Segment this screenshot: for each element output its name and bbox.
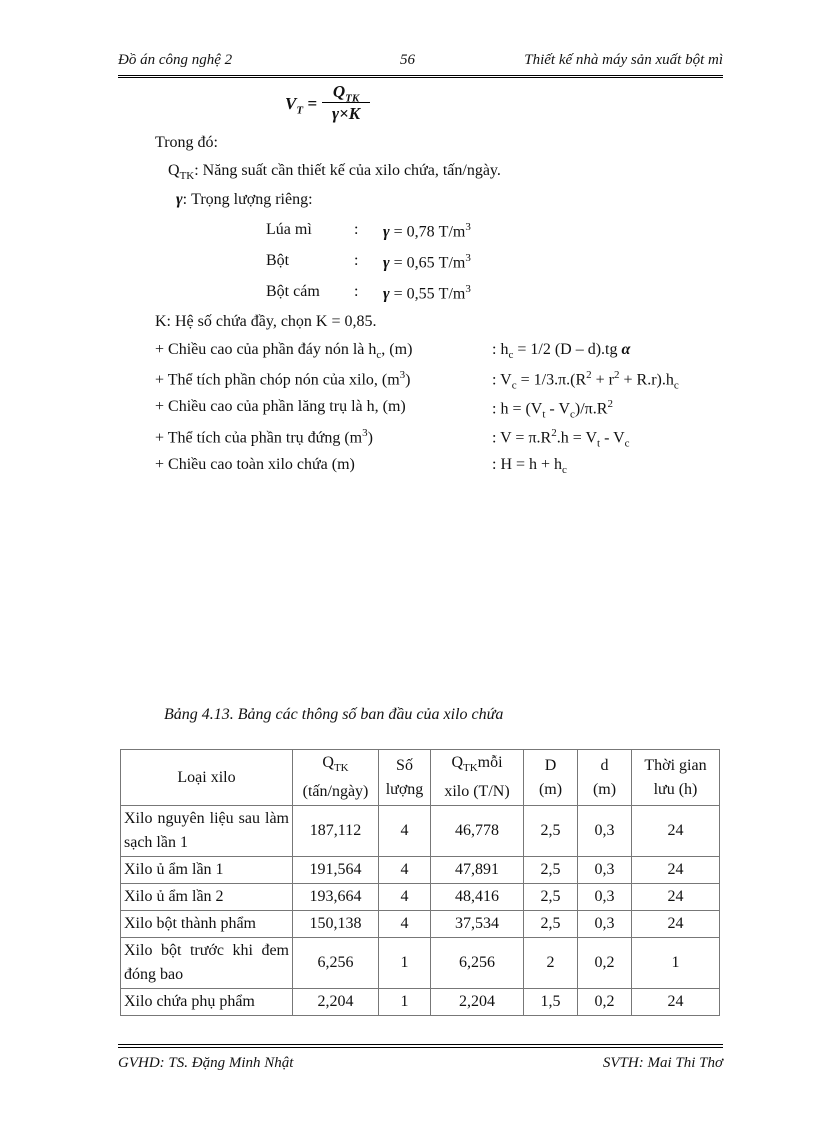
cell-silo-name: Xilo chứa phụ phẩm <box>121 989 293 1016</box>
cell-big-diameter: 2,5 <box>524 911 578 938</box>
formula-label-total-height: + Chiều cao toàn xilo chứa (m) <box>155 456 355 473</box>
cell-big-diameter: 2 <box>524 938 578 989</box>
cell-storage-time: 1 <box>632 938 720 989</box>
density-value: γ = 0,65 $T/m^3$ <box>383 252 471 272</box>
formula-label-prism-height: + Chiều cao của phần lăng trụ là h, (m) <box>155 398 406 415</box>
formula-denominator: γ×K <box>331 104 361 123</box>
table-row <box>121 911 720 938</box>
header-qtk-each: $Q_{TK}mỗi$ xilo (T/N) <box>431 750 524 806</box>
formula-label-cone-height: + Chiều cao của phần đáy nón là $h_c$, (m) <box>155 341 413 362</box>
gamma-definition: γ: Trọng lượng riêng: <box>176 191 313 208</box>
header-count: Số lượng <box>379 750 431 806</box>
density-value: γ = 0,78 $T/m^3$ <box>383 221 471 241</box>
header-silo-type: Loại xilo <box>121 750 293 806</box>
formula-label-cylinder-volume: + Thể tích của phần trụ đứng $(m^3)$ <box>155 427 373 447</box>
silo-parameters-table <box>120 749 720 1016</box>
cell-storage-time: 24 <box>632 989 720 1016</box>
cell-count: 1 <box>379 938 431 989</box>
cell-small-diameter: 0,2 <box>578 989 632 1016</box>
cell-small-diameter: 0,3 <box>578 806 632 857</box>
footer-rule <box>118 1044 723 1048</box>
cell-big-diameter: 2,5 <box>524 884 578 911</box>
cell-qtk-each: 6,256 <box>431 938 524 989</box>
footer-student: SVTH: Mai Thi Thơ <box>602 1055 723 1071</box>
cell-silo-name: Xilo ủ ẩm lần 1 <box>121 857 293 884</box>
table-header-row <box>121 750 720 806</box>
cell-storage-time: 24 <box>632 911 720 938</box>
table-row <box>121 989 720 1016</box>
cell-small-diameter: 0,3 <box>578 884 632 911</box>
formula-total-height: : $H = h + h_c$ <box>492 456 567 477</box>
table-caption: Bảng 4.13. Bảng các thông số ban đầu của xilo chứa <box>164 706 504 723</box>
cell-silo-name: Xilo ủ ẩm lần 2 <box>121 884 293 911</box>
formula-lhs: $V_T$ = <box>285 94 318 117</box>
cell-silo-name: Xilo nguyên liệu sau làm sạch lần 1 <box>121 806 293 857</box>
header-project-title: Thiết kế nhà máy sản xuất bột mì <box>524 52 723 68</box>
density-name: Bột cám <box>266 283 320 300</box>
where-label: Trong đó: <box>155 134 218 151</box>
density-colon: : <box>354 221 359 238</box>
cell-qtk-each: 48,416 <box>431 884 524 911</box>
cell-big-diameter: 2,5 <box>524 857 578 884</box>
table-row <box>121 857 720 884</box>
cell-small-diameter: 0,3 <box>578 911 632 938</box>
cell-count: 4 <box>379 806 431 857</box>
header-storage-time: Thời gian lưu (h) <box>632 750 720 806</box>
table-row <box>121 806 720 857</box>
density-colon: : <box>354 283 359 300</box>
cell-qtk-each: 47,891 <box>431 857 524 884</box>
cell-storage-time: 24 <box>632 857 720 884</box>
cell-count: 1 <box>379 989 431 1016</box>
cell-small-diameter: 0,3 <box>578 857 632 884</box>
footer-supervisor: GVHD: TS. Đặng Minh Nhật <box>118 1055 294 1071</box>
header-rule <box>118 75 723 78</box>
formula-numerator: $Q_{TK}$ <box>322 82 370 103</box>
formula-prism-height: : $h = (V_t - V_c)/\pi.R^2$ <box>492 398 613 421</box>
cell-storage-time: 24 <box>632 884 720 911</box>
cell-qtk: 191,564 <box>293 857 379 884</box>
cell-count: 4 <box>379 911 431 938</box>
cell-qtk-each: 46,778 <box>431 806 524 857</box>
page-header <box>118 52 723 74</box>
table-row <box>121 884 720 911</box>
header-qtk: $Q_{TK}$ (tấn/ngày) <box>293 750 379 806</box>
density-name: Bột <box>266 252 290 269</box>
cell-silo-name: Xilo bột thành phẩm <box>121 911 293 938</box>
cell-qtk-each: 37,534 <box>431 911 524 938</box>
k-coefficient-line: K: Hệ số chứa đầy, chọn K = 0,85. <box>155 313 377 330</box>
cell-count: 4 <box>379 857 431 884</box>
density-value: γ = 0,55 $T/m^3$ <box>383 283 471 303</box>
cell-small-diameter: 0,2 <box>578 938 632 989</box>
cell-qtk-each: 2,204 <box>431 989 524 1016</box>
formula-fraction <box>322 82 370 123</box>
formula-cone-height: : $h_c = 1/2$ (D – d).tg α <box>492 341 631 362</box>
cell-count: 4 <box>379 884 431 911</box>
density-name: Lúa mì <box>266 221 312 238</box>
table-row <box>121 938 720 989</box>
formula-cylinder-volume: : $V = \pi.R^2.h = V_t - V_c$ <box>492 427 630 450</box>
header-small-diameter: d (m) <box>578 750 632 806</box>
formula-cone-volume: : $V_c = 1/3.\pi.(R^2 + r^2 + R.r).h_c$ <box>492 369 679 392</box>
qtk-definition: $Q_{TK}$: Năng suất cần thiết kế của xilo chứa, tấn/ngày. <box>168 162 501 183</box>
cell-big-diameter: 2,5 <box>524 806 578 857</box>
cell-qtk: 150,138 <box>293 911 379 938</box>
cell-storage-time: 24 <box>632 806 720 857</box>
cell-qtk: 187,112 <box>293 806 379 857</box>
cell-silo-name: Xilo bột trước khi đem đóng bao <box>121 938 293 989</box>
cell-qtk: 6,256 <box>293 938 379 989</box>
cell-big-diameter: 1,5 <box>524 989 578 1016</box>
header-course-title: Đồ án công nghệ 2 <box>118 52 233 68</box>
cell-qtk: 193,664 <box>293 884 379 911</box>
cell-qtk: 2,204 <box>293 989 379 1016</box>
formula-label-cone-volume: + Thể tích phần chóp nón của xilo, $(m^3)$ <box>155 369 411 389</box>
header-big-diameter: D (m) <box>524 750 578 806</box>
page-number: 56 <box>400 52 415 68</box>
density-colon: : <box>354 252 359 269</box>
